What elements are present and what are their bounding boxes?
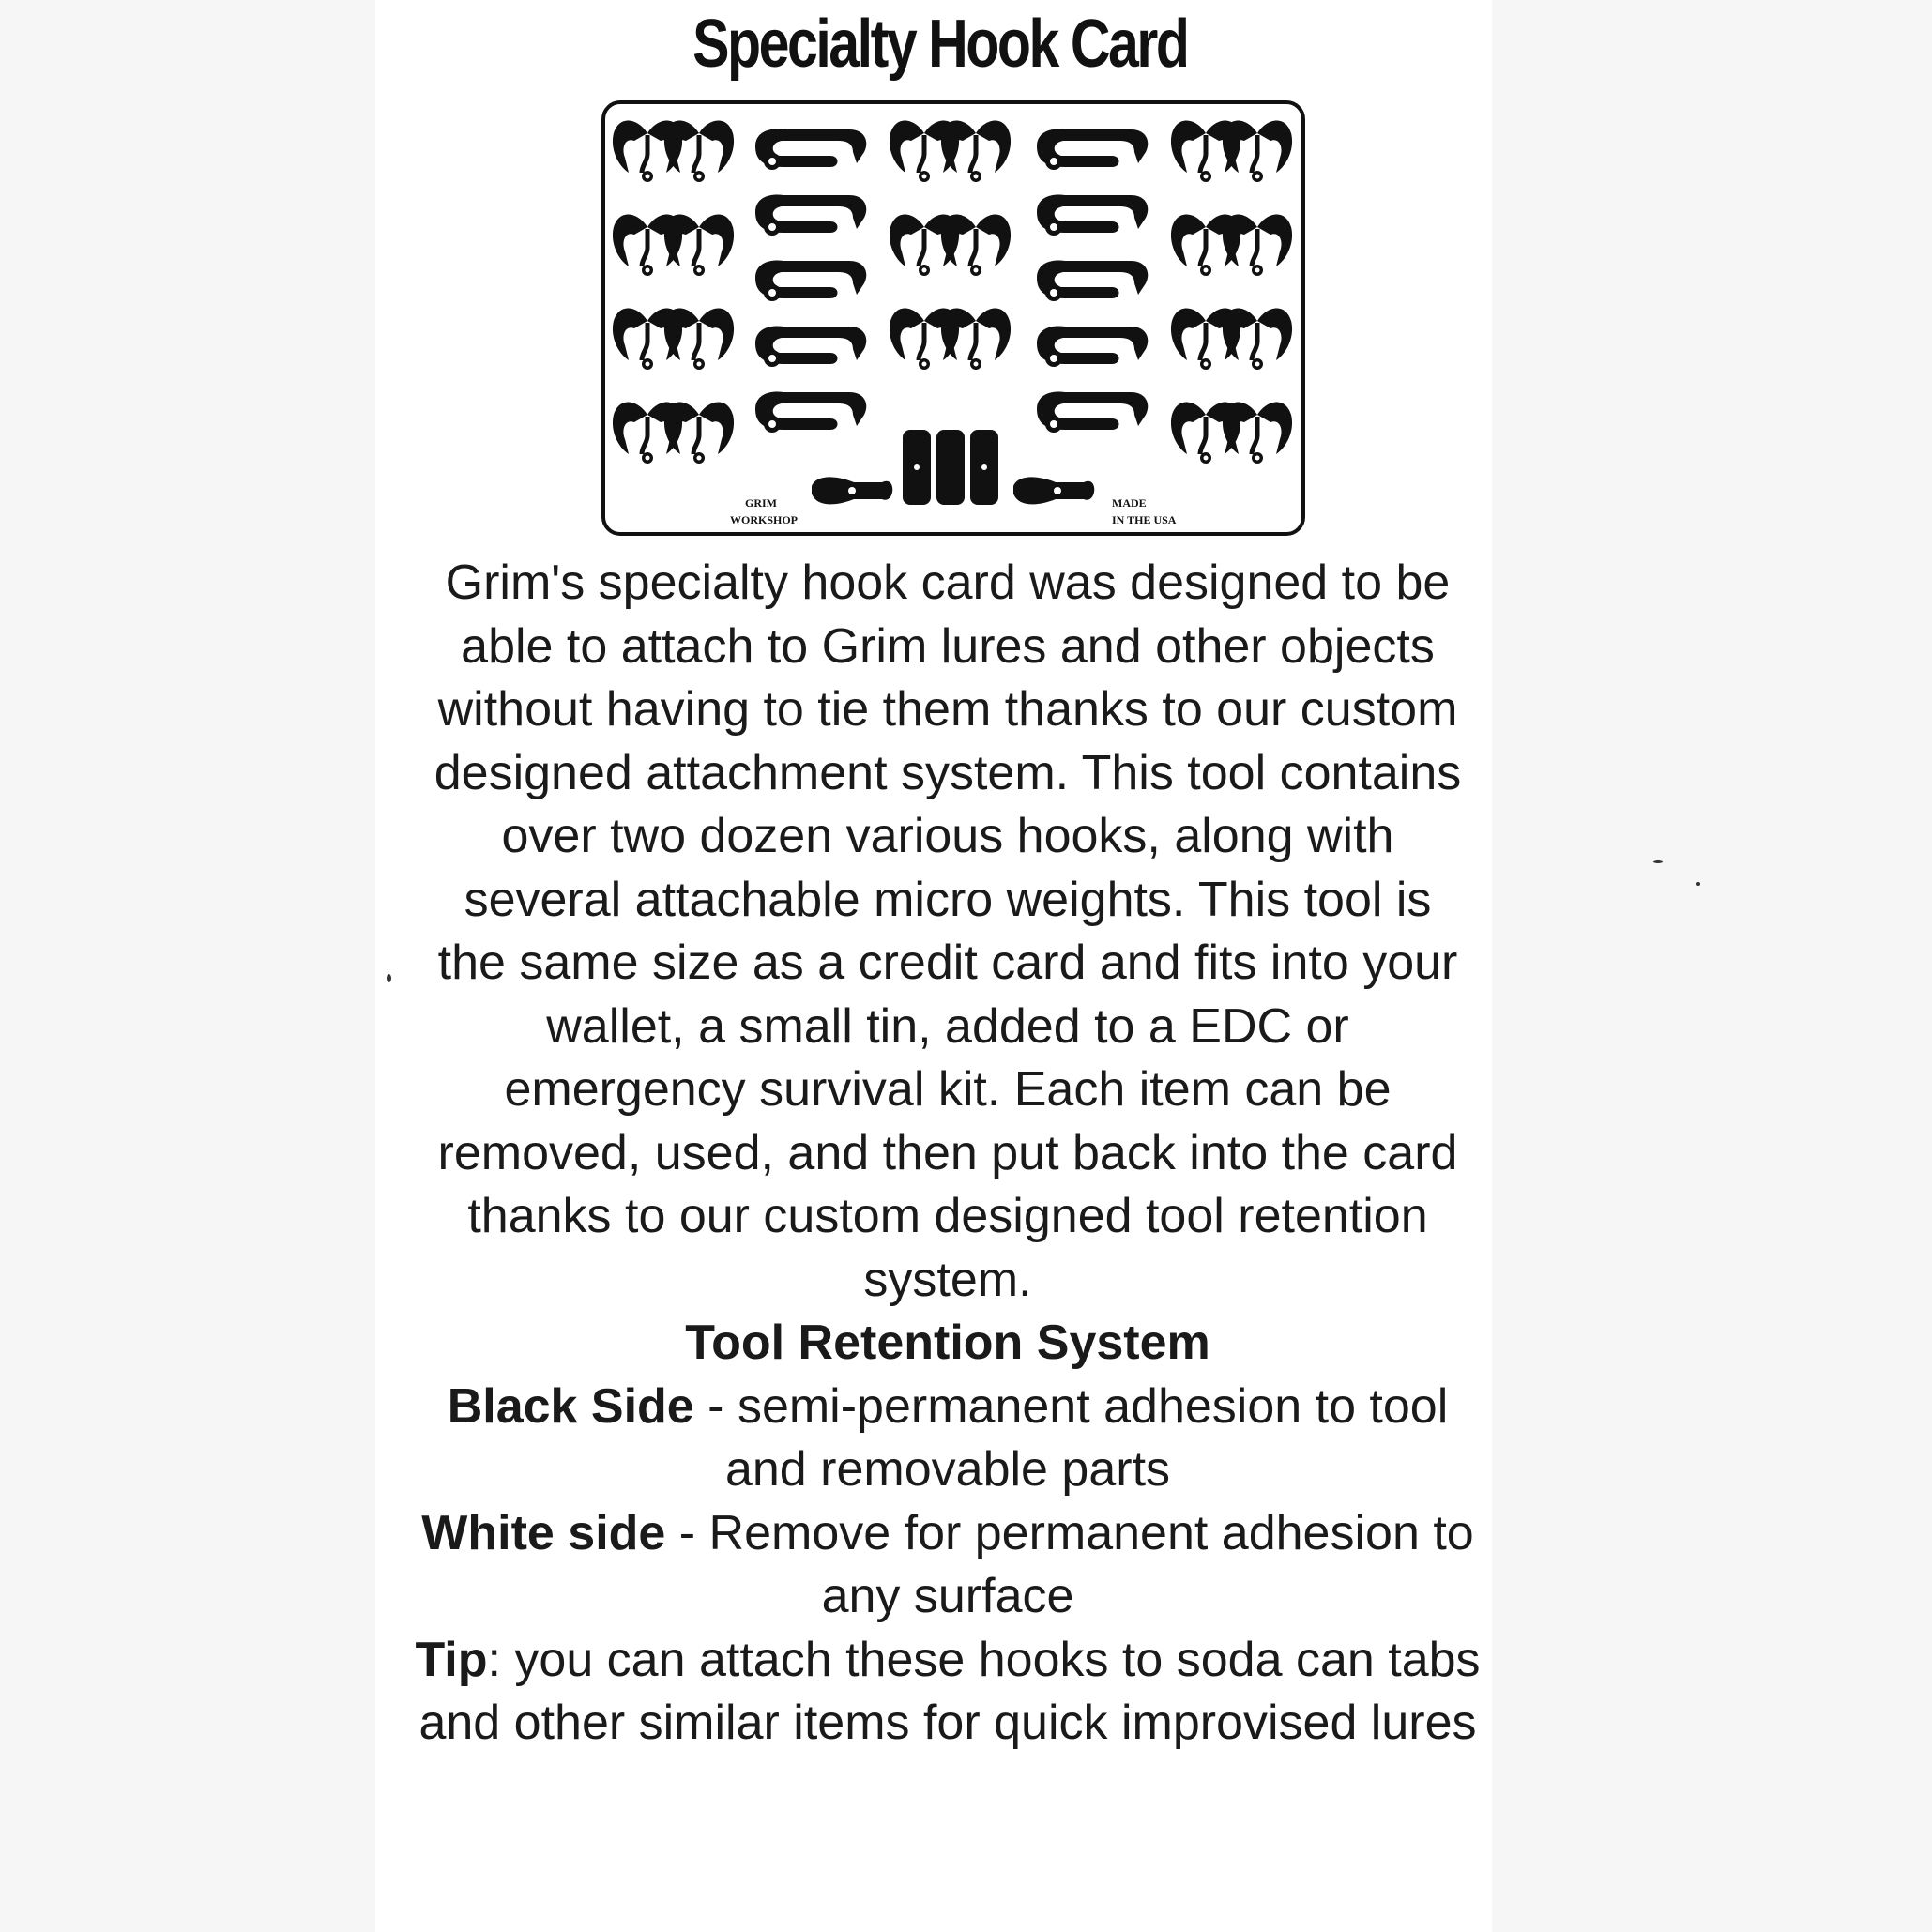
tip-label: Tip [415,1632,488,1687]
hook-card-illustration [601,99,1306,537]
card-origin-label: IN THE USA [1112,513,1177,526]
black-side-label: Black Side [447,1378,694,1434]
page-title: Specialty Hook Card [692,7,1188,82]
dust-speck [1696,882,1700,886]
tip-paragraph [413,1629,1483,1756]
description-paragraph: Grim's specialty hook card was designed to be able to attach to Grim lures and other objects without having to tie them thanks to our custom designed attachment system. This tool contains over two dozen various hooks, along with several attachable micro weights. This tool is the same size as a credit card and fits into your wallet, a small tin, added to a EDC or emergency survival kit. Each item can be removed, used, and then put back into the card thanks to our custom designed tool retention system. [434,555,1462,1307]
dust-speck [1653,860,1663,863]
card-maker-label: WORKSHOP [729,513,798,526]
white-side-paragraph [413,1502,1483,1629]
white-side-label: White side [421,1505,666,1560]
card-origin-label: MADE [1112,496,1147,510]
tip-text: : you can attach these hooks to soda can tabs and other similar items for quick improvised lures [418,1632,1481,1750]
instruction-text [413,552,1483,1756]
card-maker-label: GRIM [745,496,777,510]
black-side-paragraph [413,1376,1483,1502]
white-side-text: - Remove for permanent adhesion to any surface [665,1505,1474,1623]
black-side-text: - semi-permanent adhesion to tool and removable parts [693,1378,1449,1497]
retention-heading: Tool Retention System [685,1316,1210,1370]
dust-speck [387,974,391,982]
